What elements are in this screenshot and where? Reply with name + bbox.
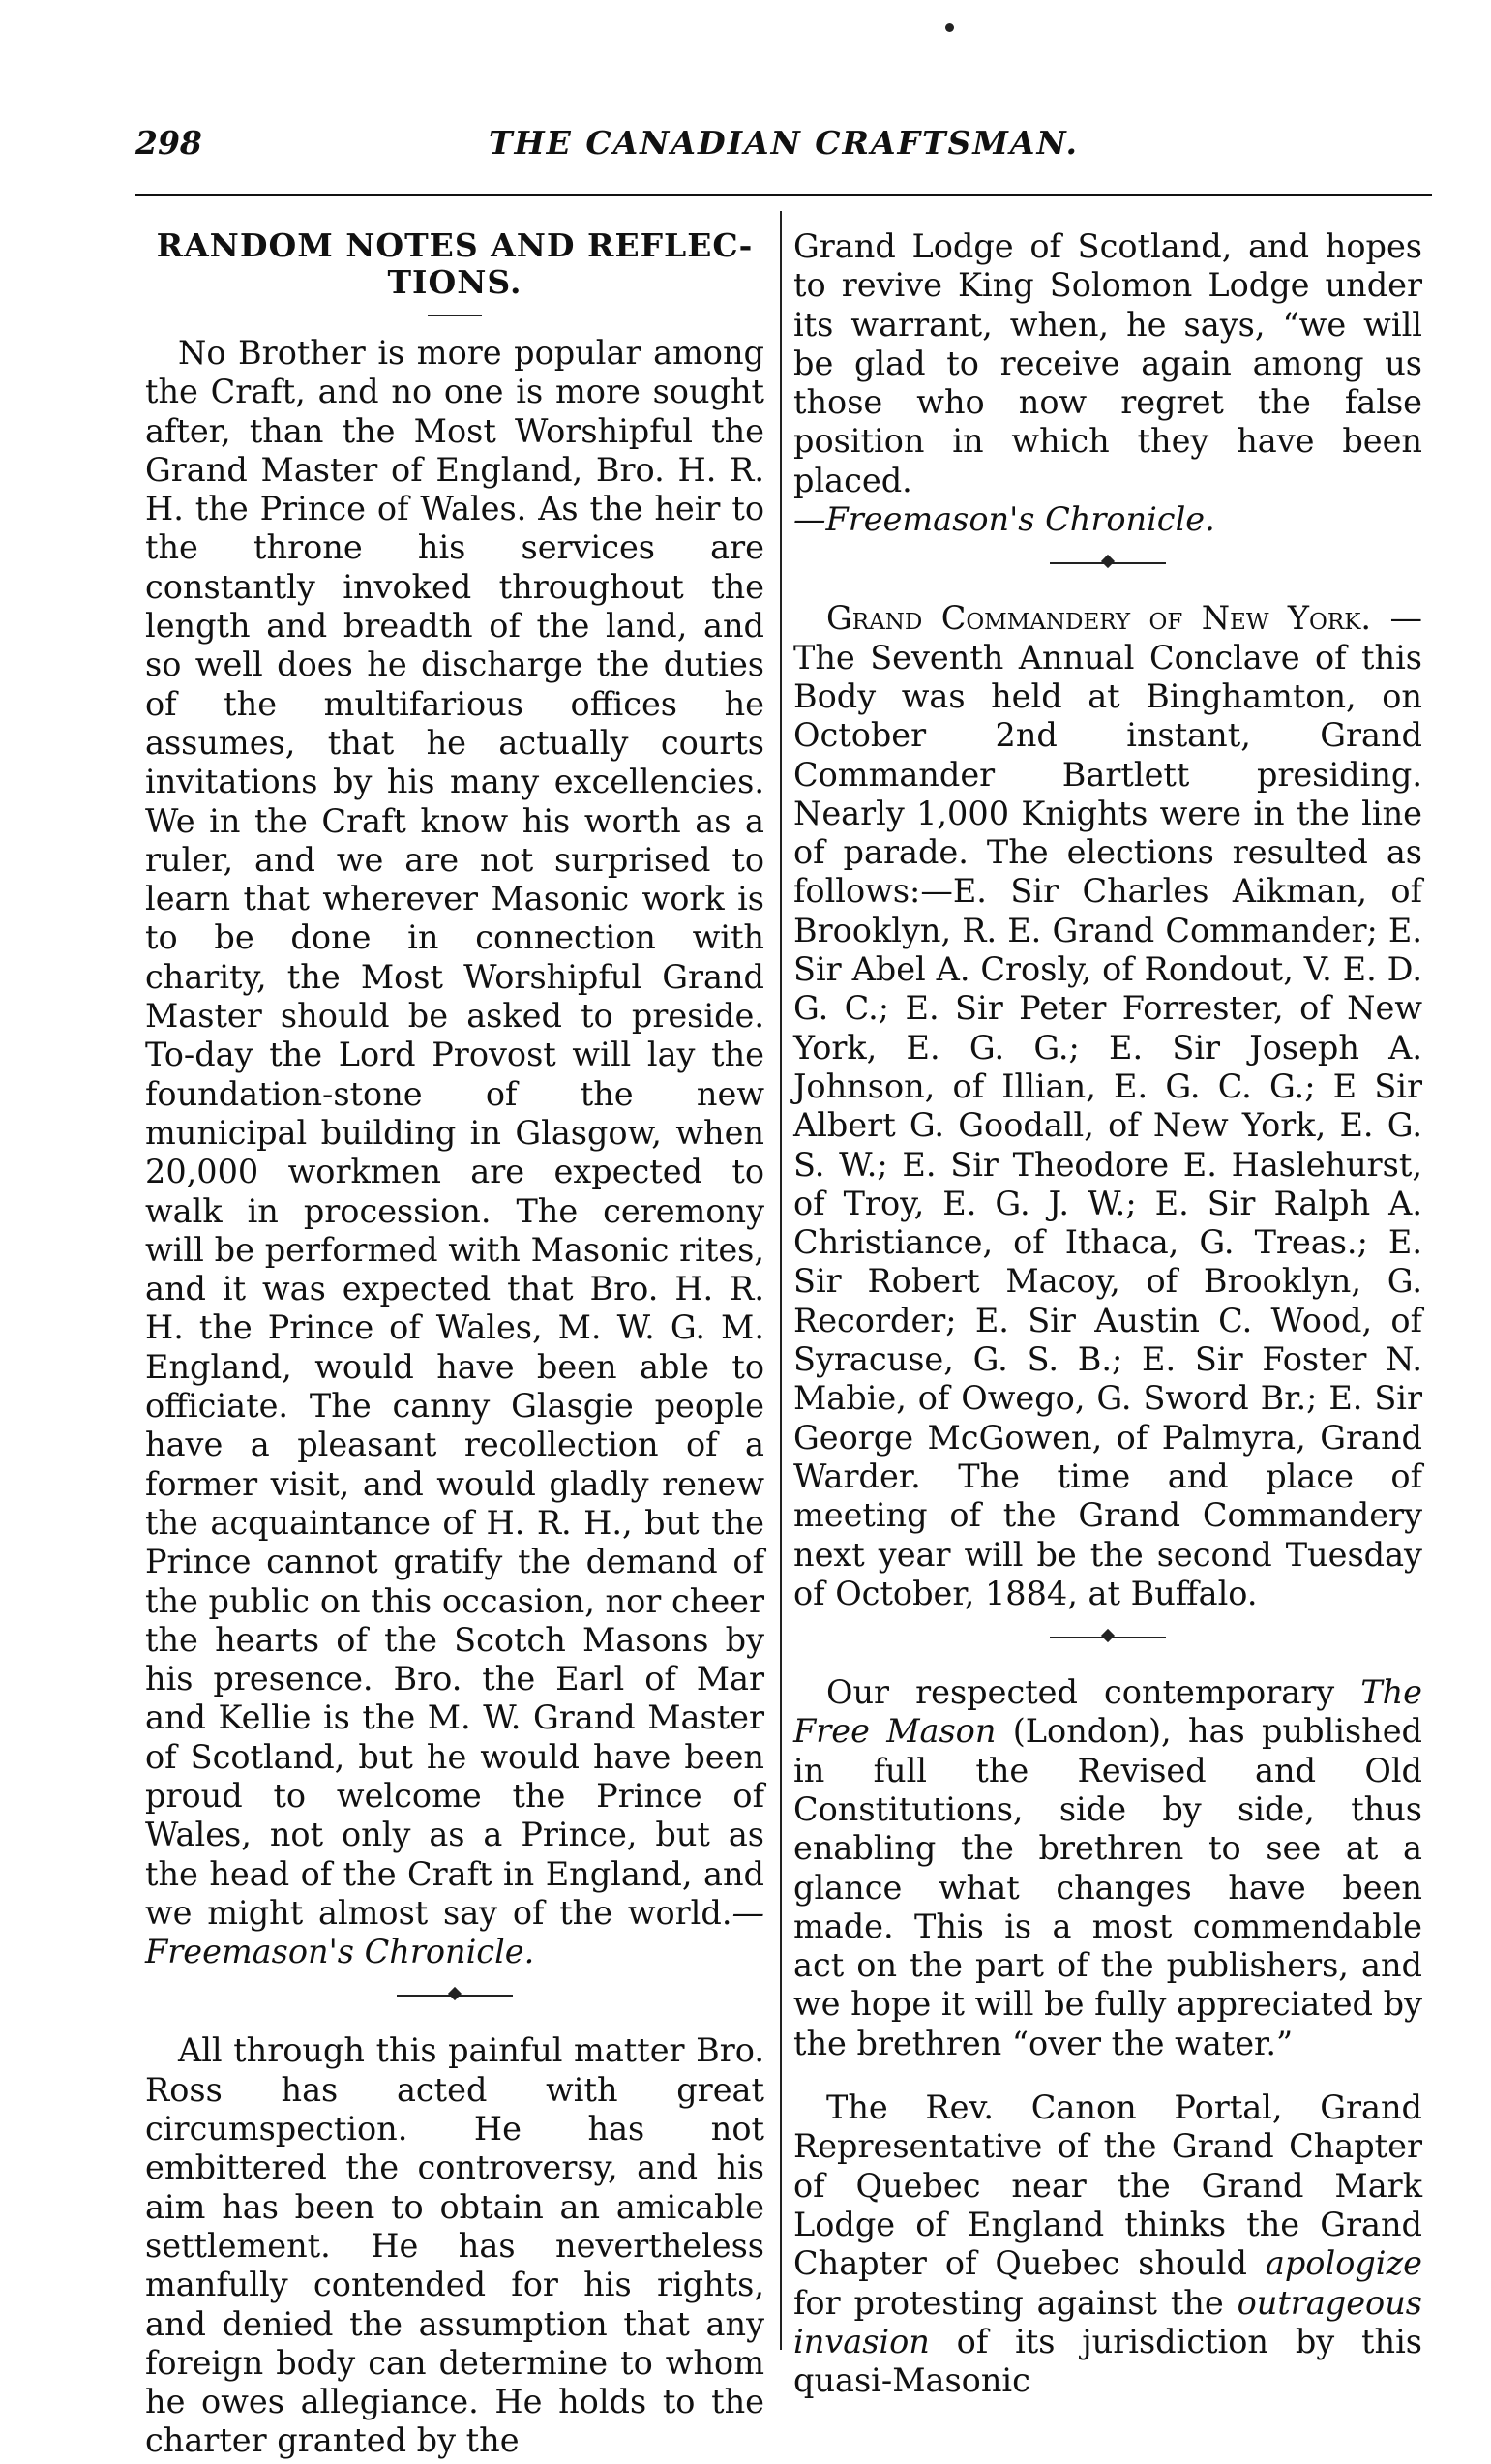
right-column (793, 227, 1422, 2400)
paragraph-text: Our respected contemporary (826, 1673, 1361, 1712)
paragraph-text: No Brother is more popular among the Craft, and no one is more sought after, than the Most Worshipful the Grand Master of England, Bro. H. R. H. the Prince of Wales. As the heir to the throne his services are constantly invoked throughout the length and breadth of the land, and so well does he discharge the duties of the multifarious offices he assumes, that he actually courts invitations by his many excellencies. We in the Craft know his worth as a ruler, and we are not surprised to learn that wherever Masonic work is to be done in connection with charity, the Most Worshipful Grand Master should be asked to preside. To-day the Lord Provost will lay the foundation-stone of the new municipal building in Glasgow, when 20,000 workmen are expected to walk in procession. The ceremony will be performed with Masonic rites, and it was expected that Bro. H. R. H. the Prince of Wales, M. W. G. M. England, would have been able to officiate. The canny Glasgie people have a pleasant recollection of a former visit, and would gladly renew the acquaintance of H. R. H., but the Prince cannot gratify the demand of the public on this occasion, nor cheer the hearts of the Scotch Masons by his presence. Bro. the Earl of Mar and Kellie is the M. W. Grand Master of Scotland, but he would have been proud to welcome the Prince of Wales, not only as a Prince, but as the head of the Craft in England, and we might almost say of the world. (145, 334, 764, 1932)
section-separator (793, 1625, 1422, 1650)
emphasis-text: outrageous invasion (793, 2283, 1422, 2360)
paragraph-lead: Grand Commandery of New York. (826, 599, 1372, 638)
article-paragraph (793, 599, 1422, 1613)
paragraph-gap (793, 2063, 1422, 2088)
section-separator (793, 551, 1422, 576)
left-column (145, 227, 764, 2461)
source-citation: —Freemason's Chronicle. (145, 1893, 764, 1971)
page-number: 298 (135, 124, 202, 162)
running-title: THE CANADIAN CRAFTSMAN. (488, 124, 1080, 162)
column-divider (780, 211, 782, 2350)
section-separator (145, 1983, 764, 2008)
ink-dot (945, 23, 954, 32)
paragraph-text: of its jurisdiction by this quasi-Masonic (793, 2322, 1422, 2400)
article-headline: RANDOM NOTES AND REFLEC-TIONS. (156, 226, 754, 301)
header-rule (135, 194, 1432, 196)
paragraph-text: Grand Lodge of Scotland, and hopes to revive King Solomon Lodge under its warrant, when, he says, “we will be glad to receive again among us those who now regret the false position in which they have been placed. (793, 227, 1422, 499)
article-paragraph (145, 334, 764, 1971)
headline-rule (428, 315, 482, 316)
paragraph-text: (London), has published in full the Revised and Old Constitutions, side by side, thus enabling the brethren to see at a glance what changes have been made. This is a most commendable act on the part of the publishers, and we hope it will be fully appreciated by the brethren “over the water.” (793, 1712, 1422, 2062)
article-paragraph: All through this painful matter Bro. Ross has acted with great circumspection. He has not embittered the controversy, and his aim has been to obtain an amicable settlement. He has nevertheless manfully contended for his rights, and denied the assumption that any foreign body can determine to whom he owes allegiance. He holds to the charter granted by the (145, 2031, 764, 2460)
paragraph-text: —The Seventh Annual Conclave of this Body was held at Binghamton, on October 2nd instant, Grand Commander Bartlett presiding. Nearly 1,000 Knights were in the line of parade. The elections resulted as follows:—E. Sir Charles Aikman, of Brooklyn, R. E. Grand Commander; E. Sir Abel A. Crosly, of Rondout, V. E. D. G. C.; E. Sir Peter Forrester, of New York, E. G. G.; E. Sir Joseph A. Johnson, of Illian, E. G. C. G.; E Sir Albert G. Goodall, of New York, E. G. S. W.; E. Sir Theodore E. Haslehurst, of Troy, E. G. J. W.; E. Sir Ralph A. Christiance, of Ithaca, G. Treas.; E. Sir Robert Macoy, of Brooklyn, G. Recorder; E. Sir Austin C. Wood, of Syracuse, G. S. B.; E. Sir Foster N. Mabie, of Owego, G. Sword Br.; E. Sir George McGowen, of Palmyra, Grand Warder. The time and place of meeting of the Grand Commandery next year will be the second Tuesday of October, 1884, at Buffalo. (793, 599, 1422, 1612)
paragraph-text: The Rev. Canon Portal, Grand Representative of the Grand Chapter of Quebec near the Grand Mark Lodge of England thinks the Grand Chapter of Quebec should (793, 2088, 1422, 2283)
emphasis-text: apologize (1265, 2244, 1422, 2283)
page-header (135, 124, 1432, 182)
source-citation: —Freemason's Chronicle. (793, 500, 1215, 539)
article-paragraph (793, 2088, 1422, 2400)
publication-title: The Free Mason (793, 1673, 1422, 1751)
paragraph-text: for protesting against the (793, 2283, 1238, 2322)
article-paragraph (793, 1673, 1422, 2063)
article-paragraph (793, 227, 1422, 539)
